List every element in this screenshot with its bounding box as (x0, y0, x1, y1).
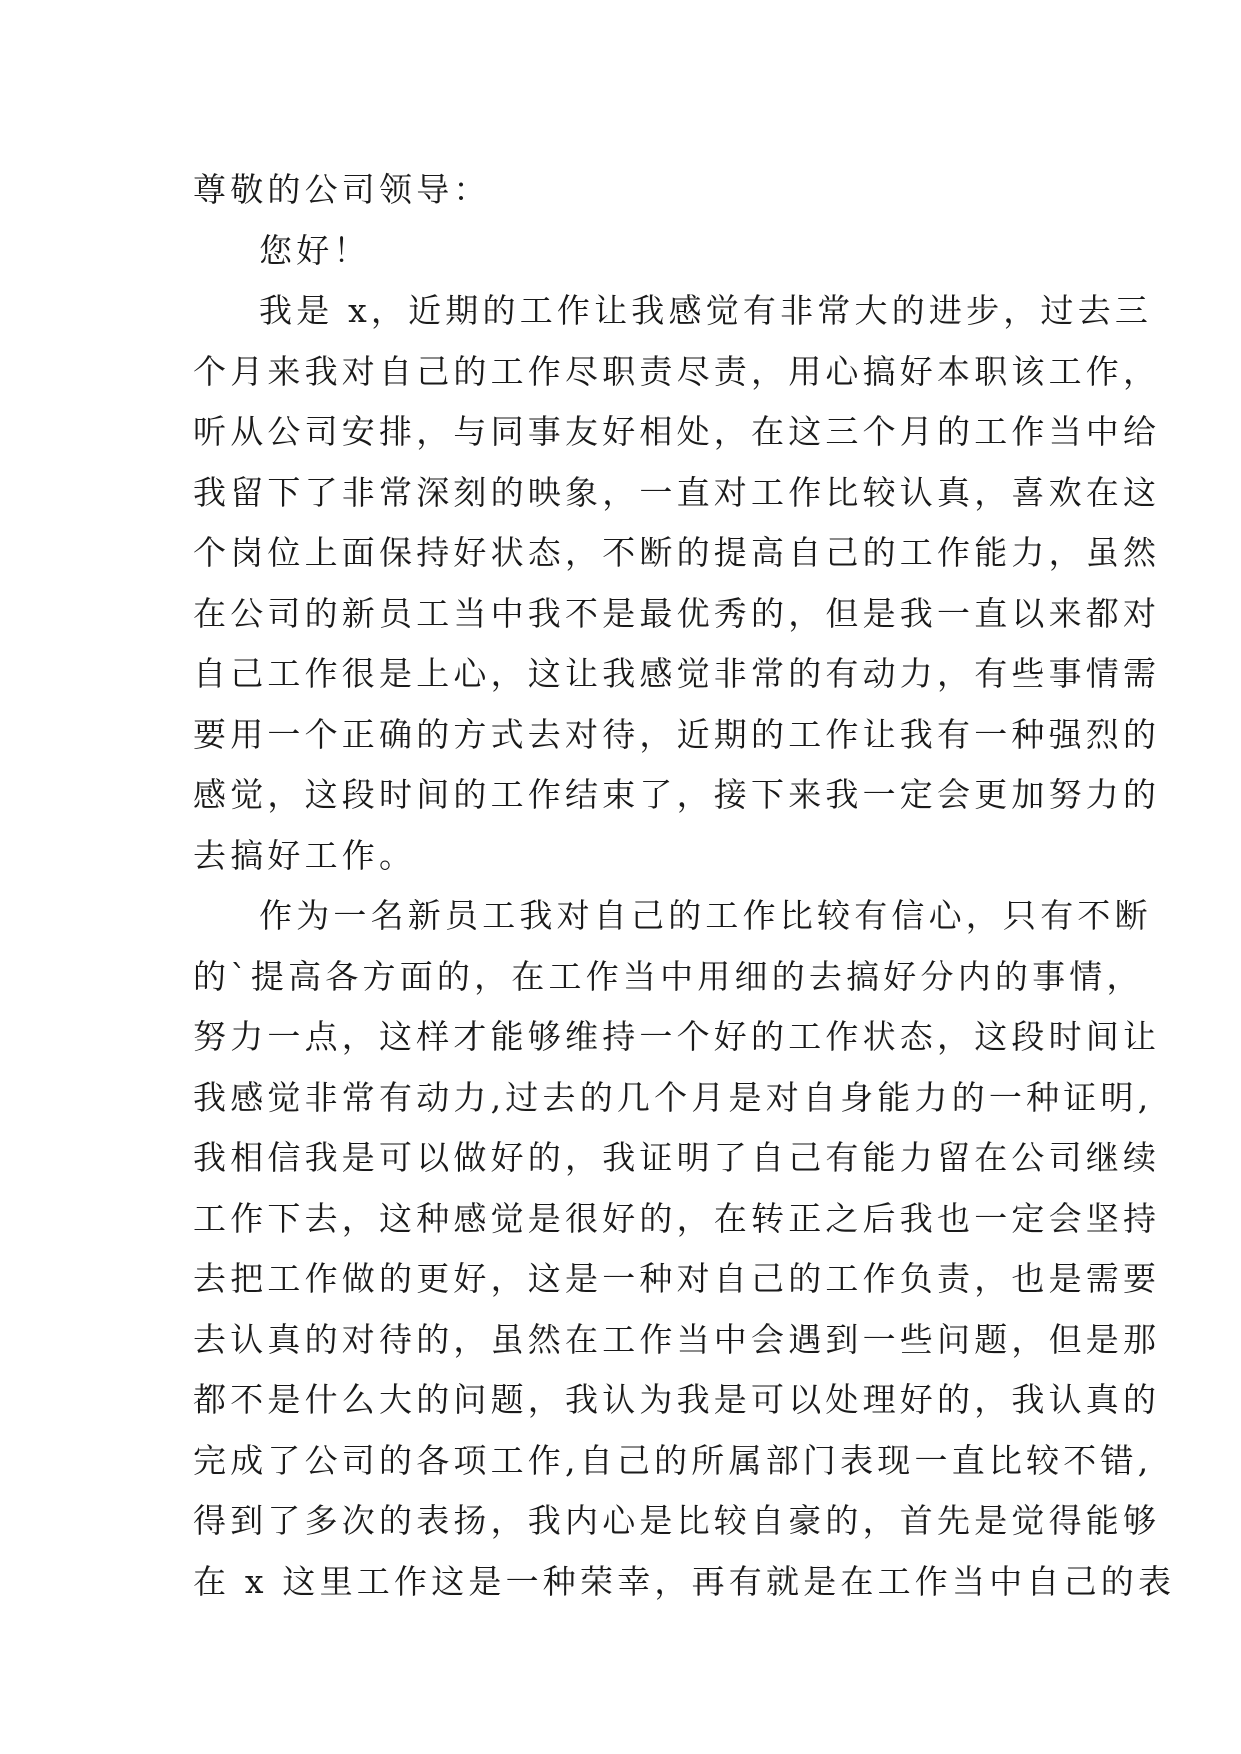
paragraph-line: 努力一点，这样才能够维持一个好的工作状态，这段时间让 (193, 1017, 1161, 1056)
paragraph-line: 我是 x，近期的工作让我感觉有非常大的进步，过去三 (259, 291, 1153, 330)
paragraph-line: 我感觉非常有动力,过去的几个月是对自身能力的一种证明, (193, 1077, 1153, 1117)
paragraph-line: 得到了多次的表扬，我内心是比较自豪的，首先是觉得能够 (193, 1501, 1161, 1540)
paragraph-line: 个月来我对自己的工作尽职责尽责，用心搞好本职该工作， (193, 351, 1161, 391)
paragraph-line: 完成了公司的各项工作,自己的所属部门表现一直比较不错, (193, 1440, 1153, 1480)
letter-body (193, 160, 1176, 1612)
salutation: 尊敬的公司领导： (193, 170, 491, 209)
paragraph-line: 在公司的新员工当中我不是最优秀的，但是我一直以来都对 (193, 593, 1161, 633)
paragraph-line: 去把工作做的更好，这是一种对自己的工作负责，也是需要 (193, 1259, 1161, 1298)
paragraph-2 (193, 886, 1176, 1612)
paragraph-line: 我留下了非常深刻的映象，一直对工作比较认真，喜欢在这 (193, 472, 1161, 512)
paragraph-line: 的`提高各方面的，在工作当中用细的去搞好分内的事情， (193, 956, 1144, 996)
paragraph-line: 个岗位上面保持好状态，不断的提高自己的工作能力，虽然 (193, 533, 1161, 572)
paragraph-line: 作为一名新员工我对自己的工作比较有信心，只有不断 (259, 896, 1152, 935)
paragraph-line: 去认真的对待的，虽然在工作当中会遇到一些问题，但是那 (193, 1319, 1161, 1359)
paragraph-line: 去搞好工作。 (193, 835, 417, 875)
paragraph-line: 感觉，这段时间的工作结束了，接下来我一定会更加努力的 (193, 775, 1161, 814)
paragraph-line: 听从公司安排，与同事友好相处，在这三个月的工作当中给 (193, 412, 1161, 451)
paragraph-1 (193, 281, 1161, 886)
paragraph-line: 自己工作很是上心，这让我感觉非常的有动力，有些事情需 (193, 654, 1161, 693)
hello-line: 您好！ (259, 230, 371, 270)
paragraph-line: 在 x 这里工作这是一种荣幸，再有就是在工作当中自己的表 (193, 1561, 1176, 1601)
paragraph-line: 都不是什么大的问题，我认为我是可以处理好的，我认真的 (193, 1380, 1161, 1419)
paragraph-line: 要用一个正确的方式去对待，近期的工作让我有一种强烈的 (193, 714, 1161, 754)
paragraph-line: 我相信我是可以做好的，我证明了自己有能力留在公司继续 (193, 1138, 1161, 1177)
paragraph-line: 工作下去，这种感觉是很好的，在转正之后我也一定会坚持 (193, 1198, 1161, 1238)
